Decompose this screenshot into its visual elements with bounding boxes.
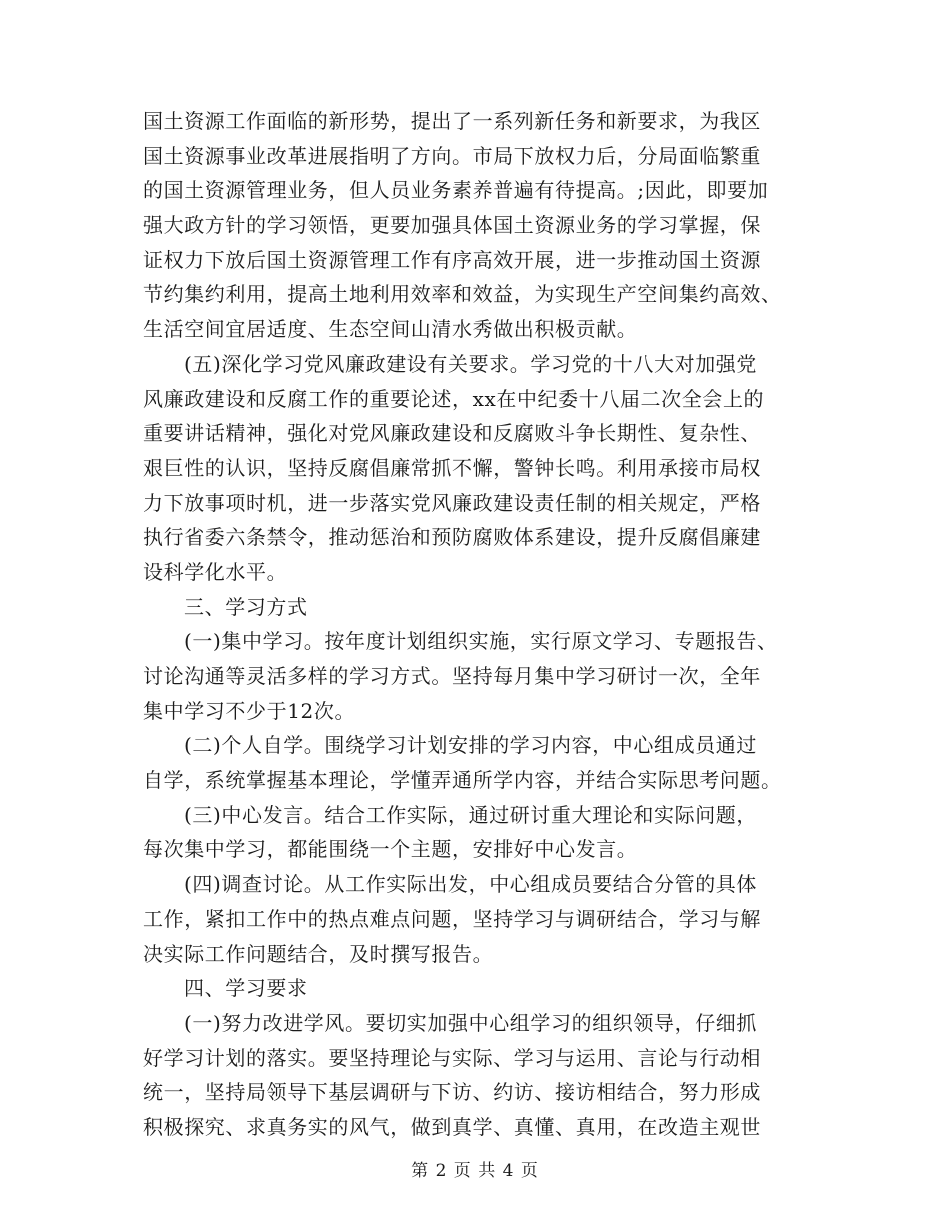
- text-line: 统一，坚持局领导下基层调研与下访、约访、接访相结合，努力形成: [143, 1080, 761, 1105]
- text-line: 设科学化水平。: [143, 559, 288, 584]
- text-line: 节约集约利用，提高土地利用效率和效益，为实现生产空间集约高效、: [143, 282, 782, 307]
- text-line: 证权力下放后国土资源管理工作有序高效开展，进一步推动国土资源: [143, 247, 761, 272]
- text-line: 每次集中学习，都能围绕一个主题，安排好中心发言。: [143, 837, 638, 862]
- text-line: 重要讲话精神，强化对党风廉政建设和反腐败斗争长期性、复杂性、: [143, 421, 761, 446]
- document-body: [143, 104, 823, 1145]
- text-line: (一)集中学习。按年度计划组织实施，实行原文学习、专题报告、: [184, 629, 778, 654]
- text-line: (三)中心发言。结合工作实际，通过研讨重大理论和实际问题，: [184, 802, 758, 827]
- text-line: 生活空间宜居适度、生态空间山清水秀做出积极贡献。: [143, 317, 638, 342]
- text-line: 艰巨性的认识，坚持反腐倡廉常抓不懈，警钟长鸣。利用承接市局权: [143, 455, 761, 480]
- text-line: 力下放事项时机，进一步落实党风廉政建设责任制的相关规定，严格: [143, 490, 761, 515]
- text-line: 强大政方针的学习领悟，更要加强具体国土资源业务的学习掌握，保: [143, 213, 761, 238]
- text-line: (五)深化学习党风廉政建设有关要求。学习党的十八大对加强党: [184, 351, 758, 376]
- text-line: 积极探究、求真务实的风气，做到真学、真懂、真用，在改造主观世: [143, 1114, 761, 1139]
- text-line: 决实际工作问题结合，及时撰写报告。: [143, 941, 494, 966]
- text-line: 三、学习方式: [184, 594, 308, 619]
- text-line: (四)调查讨论。从工作实际出发，中心组成员要结合分管的具体: [184, 872, 758, 897]
- text-line: 集中学习不少于12次。: [143, 698, 356, 723]
- text-line: 四、学习要求: [184, 976, 308, 1001]
- text-line: 好学习计划的落实。要坚持理论与实际、学习与运用、言论与行动相: [143, 1045, 761, 1070]
- text-line: 风廉政建设和反腐工作的重要论述，xx在中纪委十八届二次全会上的: [143, 386, 765, 411]
- text-line: 执行省委六条禁令，推动惩治和预防腐败体系建设，提升反腐倡廉建: [143, 525, 761, 550]
- text-line: 工作，紧扣工作中的热点难点问题，坚持学习与调研结合，学习与解: [143, 906, 761, 931]
- page-footer: 第 2 页 共 4 页: [411, 1161, 539, 1181]
- text-line: 自学，系统掌握基本理论，学懂弄通所学内容，并结合实际思考问题。: [143, 768, 782, 793]
- text-line: (二)个人自学。围绕学习计划安排的学习内容，中心组成员通过: [184, 733, 758, 758]
- text-line: 的国土资源管理业务，但人员业务素养普遍有待提高。;因此，即要加: [143, 178, 769, 203]
- text-line: 国土资源工作面临的新形势，提出了一系列新任务和新要求，为我区: [143, 109, 761, 133]
- text-line: 国土资源事业改革进展指明了方向。市局下放权力后，分局面临繁重: [143, 143, 761, 168]
- text-line: 讨论沟通等灵活多样的学习方式。坚持每月集中学习研讨一次，全年: [143, 664, 761, 688]
- text-line: (一)努力改进学风。要切实加强中心组学习的组织领导，仔细抓: [184, 1010, 758, 1035]
